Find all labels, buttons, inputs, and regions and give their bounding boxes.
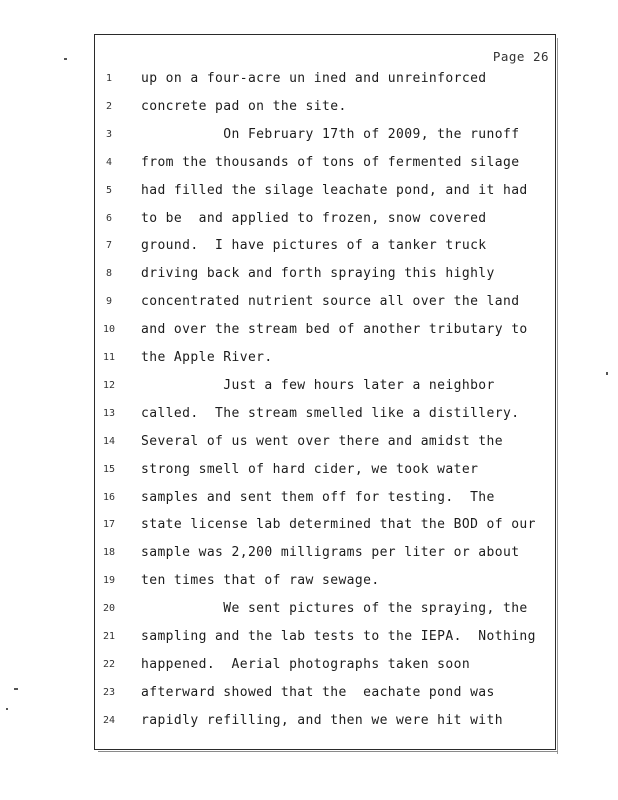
- line-text: Several of us went over there and amidst the: [141, 433, 503, 449]
- line-text: state license lab determined that the BOD of our: [141, 517, 536, 533]
- line-number: 13: [102, 407, 116, 419]
- scan-speck: [14, 688, 18, 690]
- line-text: rapidly refilling, and then we were hit with: [141, 712, 503, 728]
- page-edge-shadow-bottom: [98, 751, 558, 752]
- line-number: 2: [105, 100, 113, 112]
- line-number: 15: [102, 463, 116, 475]
- line-text: concentrated nutrient source all over the land: [141, 294, 520, 310]
- line-number: 5: [105, 184, 113, 196]
- line-text: called. The stream smelled like a distillery.: [141, 405, 520, 421]
- line-text: samples and sent them off for testing. The: [141, 489, 495, 505]
- line-number: 18: [102, 547, 116, 559]
- line-number: 19: [102, 575, 116, 587]
- page-number: Page 26: [492, 49, 549, 64]
- line-number: 16: [102, 491, 116, 503]
- line-number: 11: [102, 352, 116, 363]
- line-text: to be and applied to frozen, snow covered: [141, 210, 487, 226]
- transcript-page: [94, 34, 556, 750]
- line-text: afterward showed that the eachate pond was: [141, 684, 495, 700]
- line-text: driving back and forth spraying this highly: [141, 266, 495, 282]
- line-number: 22: [102, 658, 116, 670]
- line-text: Just a few hours later a neighbor: [141, 377, 495, 393]
- line-number: 12: [102, 379, 116, 391]
- scan-speck: [6, 708, 8, 710]
- line-number: 21: [102, 631, 116, 642]
- line-number: 7: [105, 240, 113, 252]
- line-text: ten times that of raw sewage.: [141, 573, 380, 589]
- line-text: happened. Aerial photographs taken soon: [141, 656, 471, 672]
- line-number: 1: [105, 73, 113, 84]
- line-number: 20: [102, 603, 116, 615]
- scan-speck: [64, 58, 67, 60]
- line-text: up on a four-acre un ined and unreinforced: [141, 71, 487, 86]
- line-number: 10: [102, 324, 116, 336]
- page-edge-shadow-right: [557, 38, 558, 754]
- line-number: 3: [105, 128, 113, 140]
- line-text: sample was 2,200 milligrams per liter or about: [141, 545, 520, 561]
- line-number: 17: [102, 519, 116, 531]
- line-text: from the thousands of tons of fermented silage: [141, 154, 520, 170]
- line-text: We sent pictures of the spraying, the: [141, 601, 528, 617]
- line-number: 23: [102, 686, 116, 698]
- line-number: 24: [102, 714, 116, 726]
- line-number: 8: [105, 268, 113, 280]
- line-number: 4: [105, 156, 113, 168]
- line-number: 14: [102, 435, 116, 447]
- line-number: 6: [105, 212, 113, 224]
- line-number: 9: [105, 296, 113, 308]
- line-text: On February 17th of 2009, the runoff: [141, 126, 520, 142]
- line-text: and over the stream bed of another tributary to: [141, 322, 528, 338]
- scan-speck: [606, 372, 608, 375]
- line-text: strong smell of hard cider, we took water: [141, 461, 479, 477]
- line-text: ground. I have pictures of a tanker truck: [141, 238, 487, 254]
- line-text: had filled the silage leachate pond, and it had: [141, 182, 528, 198]
- line-text: concrete pad on the site.: [141, 98, 347, 114]
- line-text: the Apple River.: [141, 350, 273, 365]
- line-text: sampling and the lab tests to the IEPA. Nothing: [141, 629, 536, 644]
